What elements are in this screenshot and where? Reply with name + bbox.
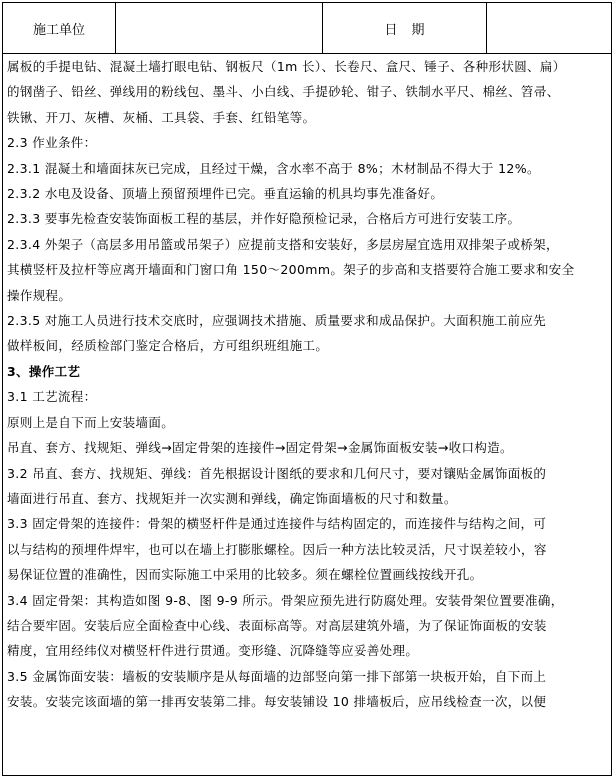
- text-line: 2.3.3 要事先检查安装饰面板工程的基层，并作好隐预检记录，合格后方可进行安装工序。: [7, 211, 521, 227]
- text-line: 3.4 固定骨架：其构造如图 9-8、图 9-9 所示。骨架应预先进行防腐处理。安装骨架位置要准确，: [7, 592, 564, 608]
- date-value: [487, 3, 611, 53]
- construction-unit-value: [116, 3, 323, 53]
- header-row: [3, 3, 611, 54]
- text-line: 以与结构的预埋件焊牢，也可以在墙上打膨胀螺栓。因后一种方法比较灵活，尺寸误差较小，容: [7, 541, 547, 557]
- text-line: 精度，宜用经纬仪对横竖杆件进行贯通。变形缝、沉降缝等应妥善处理。: [7, 643, 419, 659]
- date-label: 日期: [323, 3, 487, 53]
- text-line: 操作规程。: [7, 287, 72, 303]
- document-sheet: [2, 2, 612, 776]
- subsection-heading: 3.1 工艺流程：: [7, 389, 97, 405]
- text-line: 其横竖杆及拉杆等应离开墙面和门窗口角 150～200mm。架子的步高和支搭要符合施工要求和安全: [7, 262, 575, 278]
- text-line: 3.2 吊直、套方、找规矩、弹线：首先根据设计图纸的要求和几何尺寸，要对镶贴金属饰面板的: [7, 465, 547, 481]
- text-line: 3.5 金属饰面安装：墙板的安装顺序是从每面墙的边部竖向第一排下部第一块板开始，自下而上: [7, 668, 547, 684]
- text-line: 原则上是自下而上安装墙面。: [7, 414, 175, 430]
- section-heading: 2.3 作业条件：: [7, 135, 97, 151]
- text-line: 结合要牢固。安装后应全面检查中心线、表面标高等。对高层建筑外墙，为了保证饰面板的安装: [7, 617, 547, 633]
- text-line: 铁锹、开刀、灰槽、灰桶、工具袋、手套、红铅笔等。: [7, 109, 316, 125]
- text-line: 属板的手提电钻、混凝土墙打眼电钻、钢板尺（1m 长）、长卷尺、盒尺、锤子、各种形状圆、扁）: [7, 59, 566, 74]
- text-line: 易保证位置的准确性，因而实际施工中采用的比较多。须在螺栓位置画线按线开孔。: [7, 567, 483, 583]
- text-line: 2.3.1 混凝土和墙面抹灰已完成，且经过干燥，含水率不高于 8%；木材制品不得大于 12%。: [7, 160, 540, 176]
- text-line: 2.3.2 水电及设备、顶墙上预留预埋件已完。垂直运输的机具均事先准备好。: [7, 186, 444, 202]
- text-line: 做样板间，经质检部门鉴定合格后，方可组织班组施工。: [7, 338, 329, 354]
- text-line: 2.3.4 外架子（高层多用吊篮或吊架子）应提前支搭和安装好，多层房屋宜选用双排架子或桥架，: [7, 236, 559, 252]
- section-heading: 3、操作工艺: [7, 363, 81, 379]
- construction-unit-label: 施工单位: [3, 3, 116, 53]
- text-line: 2.3.5 对施工人员进行技术交底时，应强调技术措施、质量要求和成品保护。大面积施工前应先: [7, 313, 547, 329]
- process-flow: 吊直、套方、找规矩、弹线→固定骨架的连接件→固定骨架→金属饰面板安装→收口构造。: [7, 440, 513, 456]
- text-line: 3.3 固定骨架的连接件：骨架的横竖杆件是通过连接件与结构固定的，而连接件与结构之间，可: [7, 516, 547, 532]
- body-content: [3, 54, 611, 715]
- text-line: 的钢凿子、铅丝、弹线用的粉线包、墨斗、小白线、手提砂轮、钳子、铁制水平尺、棉丝、笤帚、: [7, 84, 560, 100]
- text-line: 墙面进行吊直、套方、找规矩并一次实测和弹线，确定饰面墙板的尺寸和数量。: [7, 490, 457, 506]
- text-line: 安装。安装完该面墙的第一排再安装第二排。每安装铺设 10 排墙板后，应吊线检查一次，以便: [7, 694, 547, 710]
